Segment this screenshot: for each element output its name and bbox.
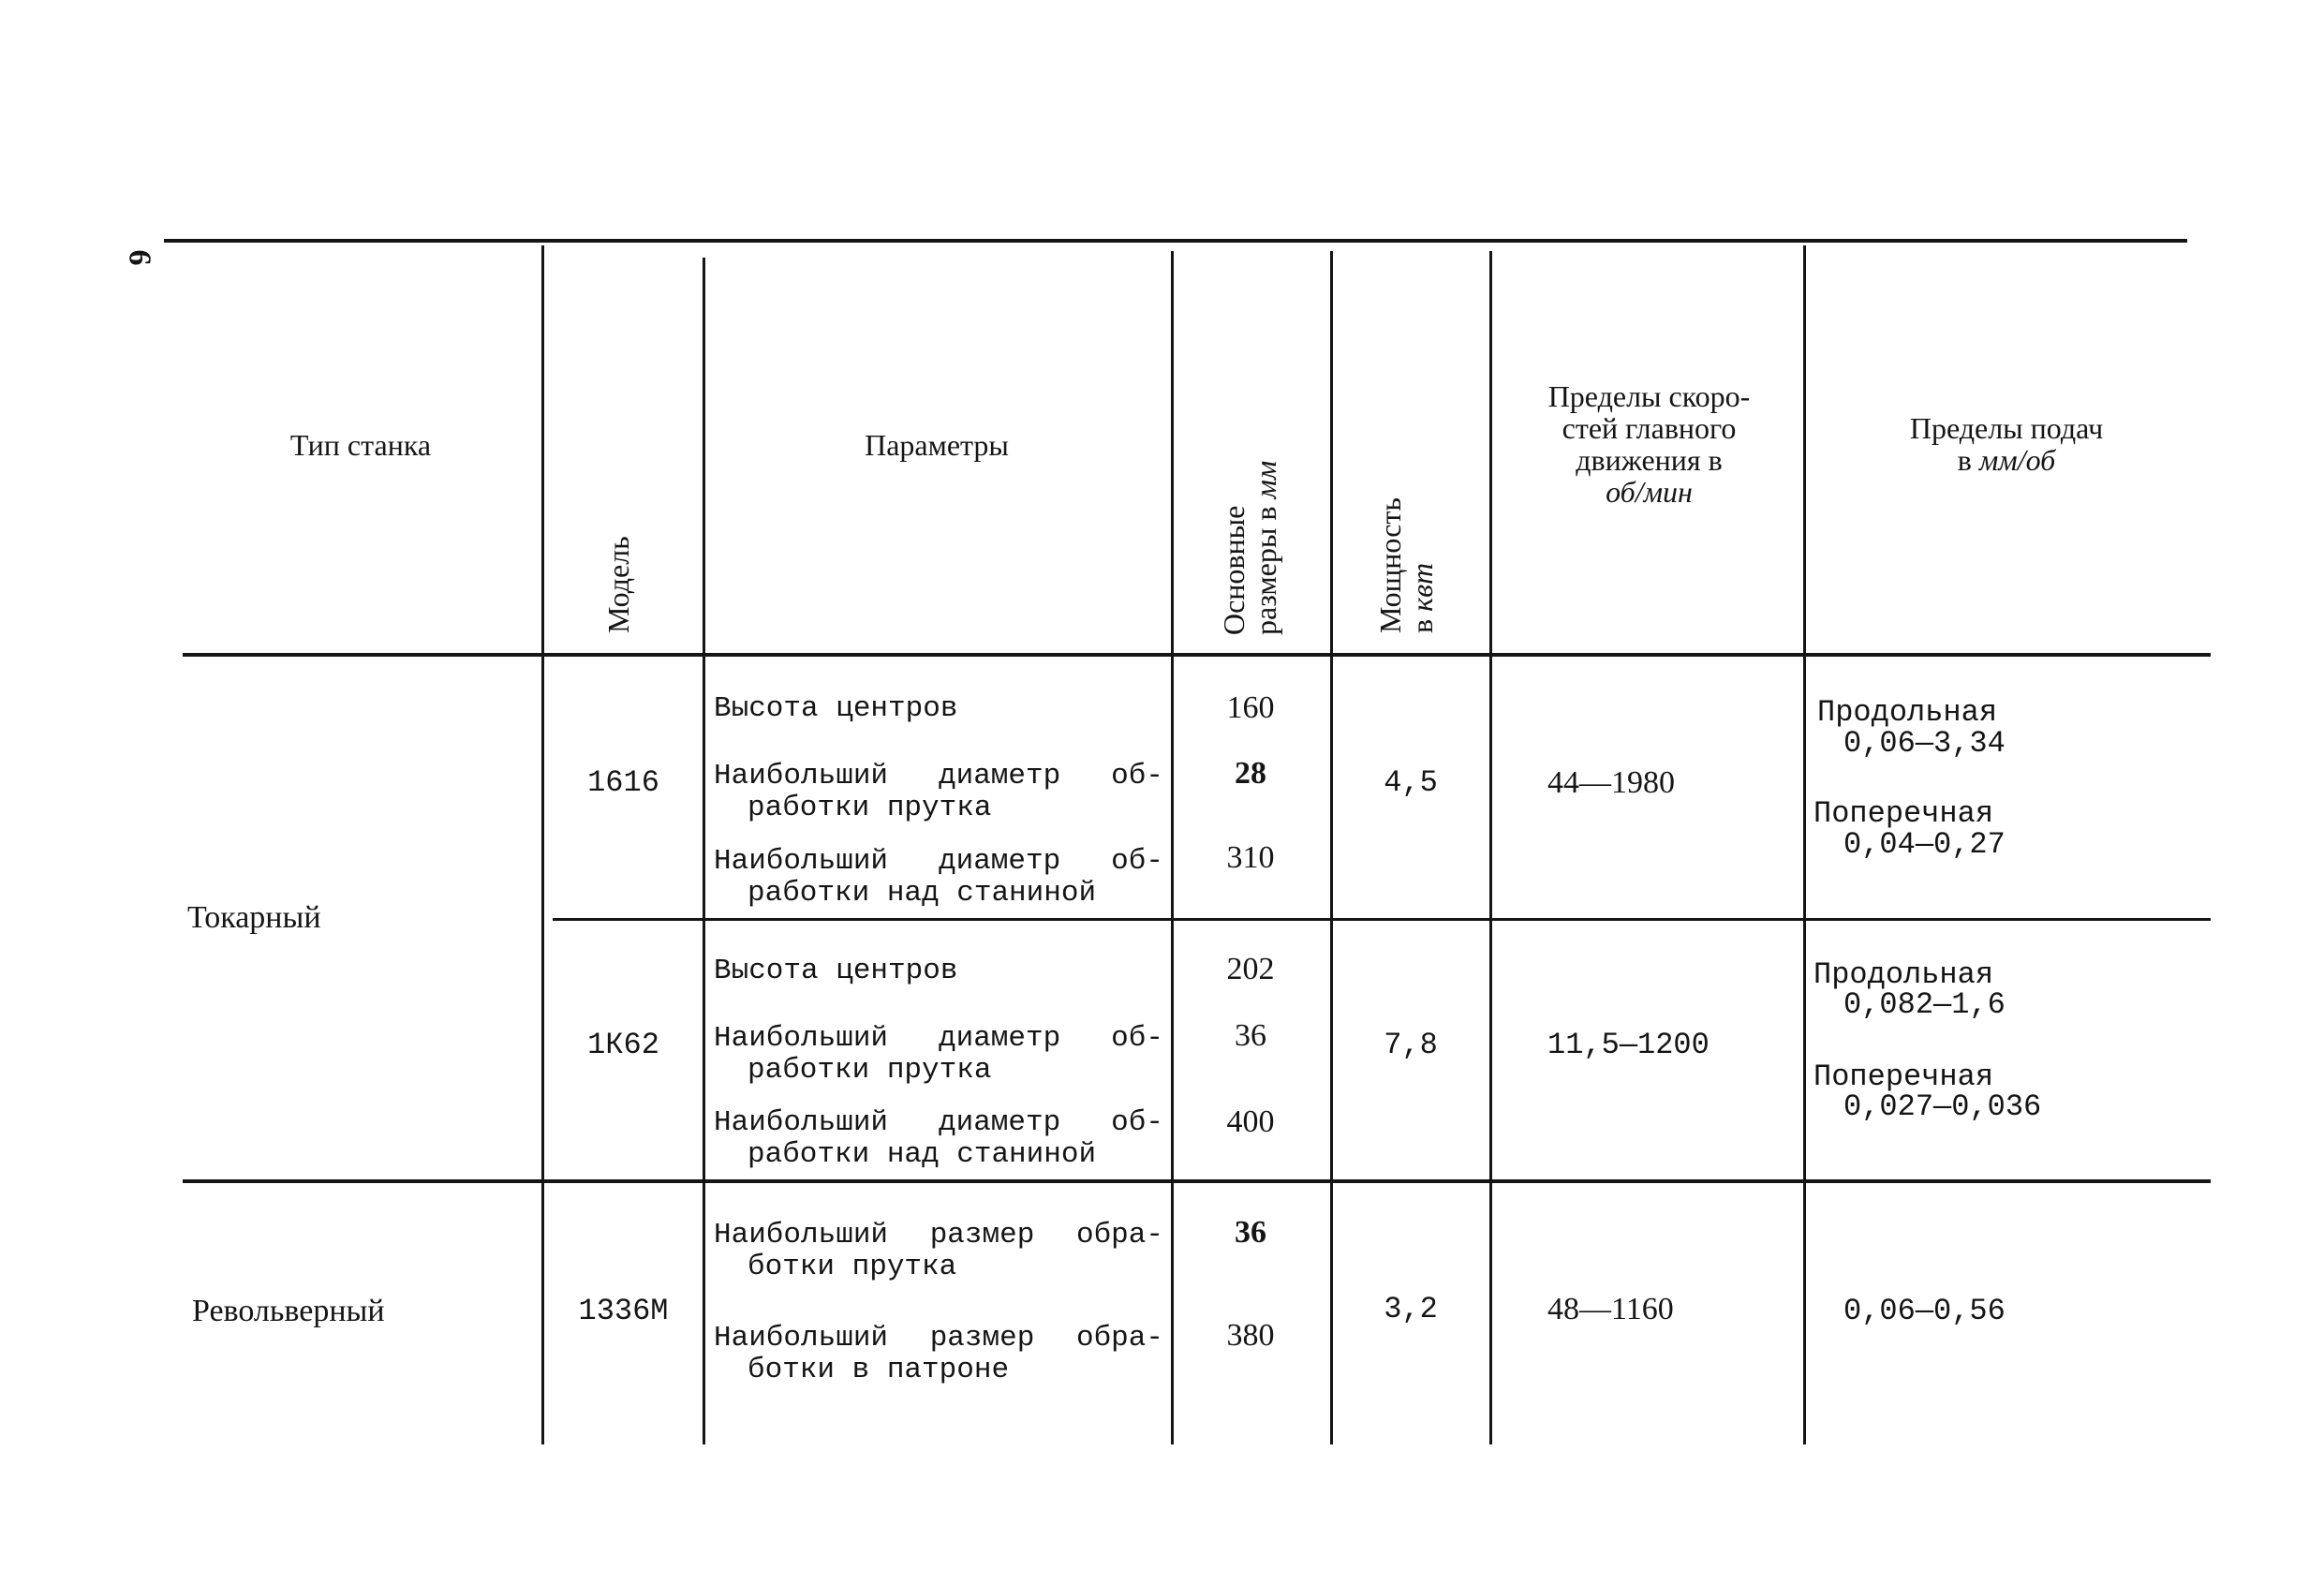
- param-word: Наибольший: [714, 1106, 889, 1139]
- header-model-label: Модель: [601, 536, 635, 633]
- param-word: размер: [929, 1219, 1035, 1252]
- header-speed: [1497, 380, 1801, 508]
- model-1k62: 1К62: [587, 1028, 659, 1062]
- page-number: 6: [122, 249, 157, 266]
- column-rule-power: [1330, 251, 1333, 1444]
- model-1336m: 1336М: [578, 1294, 669, 1328]
- header-feed-line1: Пределы подач: [1909, 411, 2104, 445]
- param-row: [714, 1220, 1163, 1283]
- param-row: [714, 761, 1163, 824]
- param-line1: [714, 846, 1163, 878]
- param-line1: Высота центров: [714, 692, 958, 725]
- param-line2: работки над станиной: [748, 877, 1097, 910]
- param-word: диаметр: [938, 760, 1061, 792]
- header-speed-line1: Пределы скоро-: [1547, 379, 1751, 413]
- param-word: обра-: [1075, 1322, 1163, 1355]
- param-row: [714, 1107, 1163, 1171]
- header-sizes-line2-text: размеры в: [1249, 506, 1282, 635]
- header-sizes: [1218, 461, 1281, 635]
- param-line1: [714, 1323, 1163, 1355]
- param-row: [714, 693, 1163, 725]
- column-rule-speed: [1489, 251, 1492, 1444]
- group-divider-rule: [183, 1179, 2211, 1183]
- header-sizes-unit: мм: [1249, 460, 1282, 499]
- machine-type-turning: Токарный: [187, 900, 321, 935]
- model-1616: 1616: [587, 765, 659, 800]
- param-word: об-: [1111, 760, 1163, 792]
- column-rule-model: [541, 245, 544, 1444]
- header-sizes-line1: Основные: [1217, 505, 1251, 635]
- feed-cross-label: Поперечная: [1813, 796, 1994, 831]
- param-word: об-: [1111, 1106, 1163, 1139]
- header-power-unit: квт: [1405, 562, 1439, 612]
- param-line1: Высота центров: [714, 955, 958, 987]
- param-word: диаметр: [938, 845, 1061, 878]
- size-value: 400: [1226, 1104, 1275, 1139]
- header-bottom-rule: [183, 653, 2211, 657]
- header-feed-line2: [1810, 444, 2203, 476]
- feed-cross-label: Поперечная: [1813, 1059, 1994, 1094]
- header-power-line1: Мощность: [1373, 497, 1407, 633]
- feed-long-label: Продольная: [1817, 695, 1998, 730]
- header-model: [601, 536, 635, 633]
- param-row: [714, 846, 1163, 910]
- header-feed-unit: мм/об: [1978, 443, 2056, 477]
- header-power: [1374, 497, 1438, 633]
- param-word: Наибольший: [714, 1219, 889, 1252]
- size-value: 202: [1226, 952, 1275, 986]
- param-row: [714, 955, 1163, 987]
- param-line1: [714, 761, 1163, 792]
- size-value: 28: [1235, 756, 1266, 791]
- feed-long-label: Продольная: [1813, 957, 1994, 992]
- param-word: Наибольший: [714, 845, 889, 878]
- feed-value: 0,06—0,56: [1843, 1294, 2006, 1328]
- speed-value: 11,5—1200: [1547, 1028, 1710, 1062]
- size-value: 310: [1226, 840, 1275, 875]
- turning-divider-rule: [553, 918, 2211, 921]
- header-power-line2-prefix: в: [1405, 611, 1439, 633]
- size-value: 36: [1235, 1215, 1266, 1250]
- param-line1: [714, 1023, 1163, 1055]
- header-speed-unit: об/мин: [1606, 475, 1693, 509]
- param-line1: [714, 1220, 1163, 1252]
- power-value: 4,5: [1384, 765, 1438, 800]
- power-value: 7,8: [1384, 1028, 1438, 1062]
- machine-type-turret: Револьверный: [192, 1294, 385, 1328]
- param-word: об-: [1111, 1022, 1163, 1055]
- param-line2: ботки прутка: [748, 1251, 957, 1283]
- feed-long-value: 0,082—1,6: [1843, 987, 2006, 1022]
- header-sizes-line2: [1250, 461, 1281, 635]
- param-word: об-: [1111, 845, 1163, 878]
- feed-cross-value: 0,027—0,036: [1843, 1089, 2042, 1124]
- param-row: [714, 1023, 1163, 1087]
- param-line1: [714, 1107, 1163, 1139]
- feed-cross-value: 0,04—0,27: [1843, 827, 2006, 862]
- param-word: диаметр: [938, 1106, 1061, 1139]
- header-feed-line2-prefix: в: [1957, 443, 1979, 477]
- param-row: [714, 1323, 1163, 1386]
- power-value: 3,2: [1384, 1292, 1438, 1326]
- column-rule-params: [703, 258, 705, 1444]
- feed-long-value: 0,06—3,34: [1843, 726, 2006, 761]
- table-top-rule: [164, 239, 2187, 243]
- speed-value: 44—1980: [1547, 765, 1675, 800]
- param-word: диаметр: [938, 1022, 1061, 1055]
- param-word: Наибольший: [714, 760, 889, 792]
- size-value: 36: [1235, 1018, 1266, 1053]
- size-value: 380: [1226, 1318, 1275, 1353]
- header-speed-line2: стей главного: [1562, 411, 1737, 445]
- header-params: Параметры: [865, 428, 1009, 462]
- header-feed: [1810, 412, 2203, 476]
- size-value: 160: [1226, 690, 1275, 725]
- header-speed-line3: движения в: [1576, 443, 1723, 477]
- speed-value: 48—1160: [1547, 1292, 1674, 1326]
- column-rule-feed: [1803, 245, 1806, 1444]
- param-line2: работки прутка: [748, 792, 992, 824]
- header-power-line2: [1406, 497, 1438, 633]
- column-rule-sizes: [1171, 251, 1174, 1444]
- header-type: Тип станка: [289, 428, 432, 462]
- param-word: обра-: [1075, 1219, 1163, 1252]
- param-word: Наибольший: [714, 1322, 889, 1355]
- param-word: размер: [929, 1322, 1035, 1355]
- param-line2: работки над станиной: [748, 1138, 1097, 1171]
- param-line2: работки прутка: [748, 1054, 992, 1087]
- param-word: Наибольший: [714, 1022, 889, 1055]
- param-line2: ботки в патроне: [748, 1354, 1010, 1386]
